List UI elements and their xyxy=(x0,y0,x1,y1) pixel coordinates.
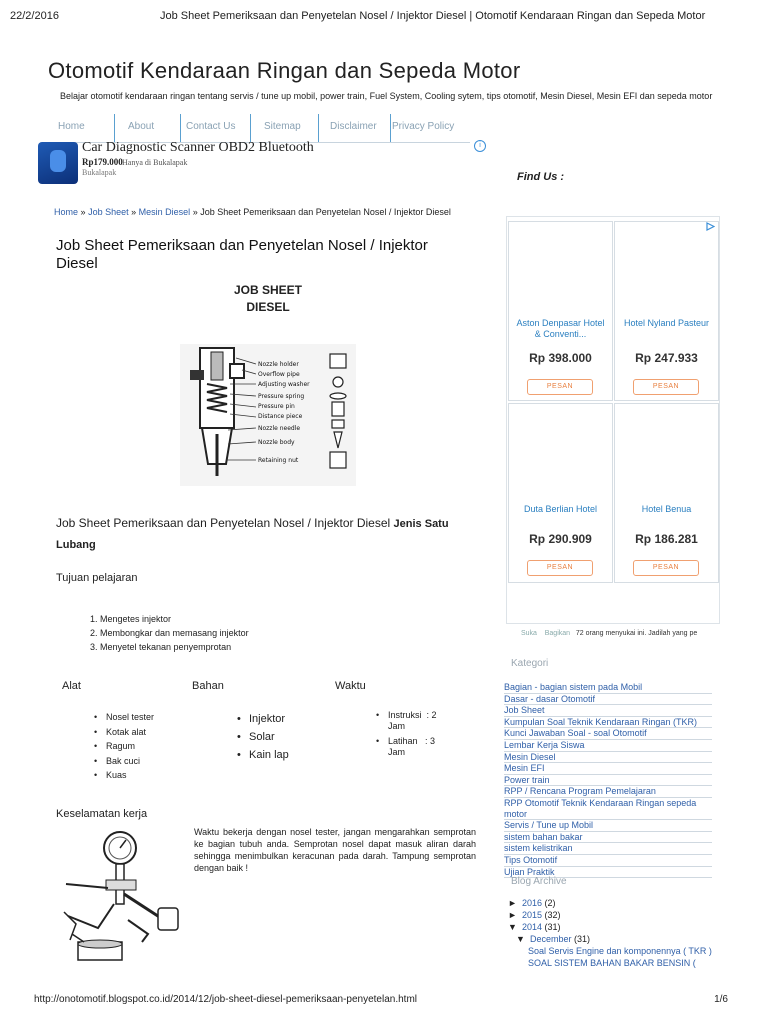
category-link[interactable]: Mesin EFI xyxy=(504,763,712,775)
hotel-price: Rp 398.000 xyxy=(529,351,592,365)
nav-contact[interactable]: Contact Us xyxy=(186,121,236,132)
subheading-text: Job Sheet Pemeriksaan dan Penyetelan Nosel / Injektor Diesel xyxy=(56,516,391,530)
hotel-ad-grid xyxy=(506,216,720,624)
tujuan-list xyxy=(90,612,249,654)
hotel-name[interactable]: Aston Denpasar Hotel & Conventi... xyxy=(516,318,605,339)
category-link[interactable]: Kunci Jawaban Soal - soal Otomotif xyxy=(504,728,712,740)
list-item: • Ragum xyxy=(106,739,154,754)
nav-divider xyxy=(180,114,181,142)
list-item: 3. Menyetel tekanan penyemprotan xyxy=(90,642,232,652)
kategori-heading: Kategori xyxy=(511,658,549,669)
breadcrumb xyxy=(54,207,451,217)
subheading-suffix: Jenis Satu Lubang xyxy=(56,518,449,551)
diagram-label: Overflow pipe xyxy=(258,371,300,378)
archive-year-link[interactable]: 2014 xyxy=(522,922,543,932)
hotel-name[interactable]: Duta Berlian Hotel xyxy=(523,504,598,514)
archive-count: (31) xyxy=(544,922,561,932)
nav-privacy-policy[interactable]: Privacy Policy xyxy=(392,121,455,132)
list-item: • Kotak alat xyxy=(106,725,154,740)
like-button[interactable]: Suka xyxy=(521,630,537,637)
nav-sitemap[interactable]: Sitemap xyxy=(264,121,301,132)
blog-description: Belajar otomotif kendaraan ringan tentang servis / tune up mobil, power train, Fuel System, Cooling sytem, tips otomotif, Mesin Diesel, Mesin EFI dan sepeda motor xyxy=(60,91,713,101)
job-sheet-heading: JOB SHEET xyxy=(233,283,302,297)
diagram-label: Pressure pin xyxy=(258,403,295,410)
list-item: • Kuas xyxy=(106,768,154,783)
archive-heading: Blog Archive xyxy=(511,876,567,887)
nav-home[interactable]: Home xyxy=(58,121,85,132)
archive-count: (31) xyxy=(574,934,591,944)
book-button[interactable]: PESAN xyxy=(527,560,593,576)
expand-toggle-icon[interactable]: ► xyxy=(508,910,517,920)
category-link[interactable]: Servis / Tune up Mobil xyxy=(504,820,712,832)
category-link[interactable]: RPP / Rencana Program Pemelajaran xyxy=(504,786,712,798)
print-url: http://onotomotif.blogspot.co.id/2014/12/job-sheet-diesel-pemeriksaan-penyetelan.html xyxy=(34,994,418,1005)
ad-price: Rp179.000 xyxy=(82,157,123,167)
waktu-list xyxy=(388,710,437,758)
category-link[interactable]: Job Sheet xyxy=(504,705,712,717)
list-item: • Bak cuci xyxy=(106,754,154,769)
category-link[interactable]: Mesin Diesel xyxy=(504,752,712,764)
hotel-price: Rp 290.909 xyxy=(529,532,592,546)
category-list xyxy=(504,682,712,878)
category-link[interactable]: Lembar Kerja Siswa xyxy=(504,740,712,752)
alat-label: Alat xyxy=(62,680,81,692)
alat-list xyxy=(106,710,154,783)
collapse-toggle-icon[interactable]: ▼ xyxy=(508,922,517,932)
keselamatan-label: Keselamatan kerja xyxy=(56,808,148,820)
archive-year-link[interactable]: 2015 xyxy=(522,910,543,920)
diagram-label: Nozzle holder xyxy=(258,361,299,368)
breadcrumb-job-sheet[interactable]: Job Sheet xyxy=(88,207,129,217)
category-link[interactable]: sistem bahan bakar xyxy=(504,832,712,844)
breadcrumb-current: Job Sheet Pemeriksaan dan Penyetelan Nosel / Injektor Diesel xyxy=(200,207,451,217)
product-ad[interactable] xyxy=(38,140,486,188)
blog-title[interactable]: Otomotif Kendaraan Ringan dan Sepeda Motor xyxy=(48,58,521,83)
category-link[interactable]: sistem kelistrikan xyxy=(504,843,712,855)
ad-title[interactable]: Car Diagnostic Scanner OBD2 Bluetooth xyxy=(82,140,314,155)
archive-month[interactable] xyxy=(508,933,718,945)
keselamatan-text: Waktu bekerja dengan nosel tester, jangan mengarahkan semprotan ke bagian tubuh anda. Semprotan nosel dapat masuk aliran darah sehingga menimbulkan keracunan pada darah. Tampung semprotan dengan baik ! xyxy=(194,827,476,873)
post-subheading xyxy=(56,513,486,555)
waktu-item-label: Latihan xyxy=(388,736,418,746)
nav-divider xyxy=(318,114,319,142)
waktu-item-unit: Jam xyxy=(388,747,406,757)
list-item xyxy=(388,710,437,732)
hotel-name[interactable]: Hotel Benua xyxy=(641,504,692,514)
collapse-toggle-icon[interactable]: ▼ xyxy=(516,934,525,944)
waktu-label: Waktu xyxy=(335,680,366,692)
list-item: • Kain lap xyxy=(249,746,289,764)
bahan-list xyxy=(249,710,289,764)
waktu-item-label: Instruksi xyxy=(388,710,422,720)
ad-source: Bukalapak xyxy=(82,168,117,177)
nav-about[interactable]: About xyxy=(128,121,155,132)
hotel-card[interactable] xyxy=(614,403,719,583)
blog-archive xyxy=(508,897,718,969)
product-thumbnail[interactable] xyxy=(38,142,78,184)
list-item xyxy=(388,736,437,758)
nozzle-tester-illustration xyxy=(58,824,186,966)
bahan-label: Bahan xyxy=(192,680,224,692)
category-link[interactable]: Dasar - dasar Otomotif xyxy=(504,694,712,706)
post-title: Job Sheet Pemeriksaan dan Penyetelan Nosel / Injektor Diesel xyxy=(56,237,428,272)
hotel-card[interactable] xyxy=(508,221,613,401)
nav-divider xyxy=(390,114,391,142)
diagram-label: Pressure spring xyxy=(258,393,305,400)
nav-divider xyxy=(250,114,251,142)
breadcrumb-separator: » xyxy=(192,207,198,217)
ad-info-icon[interactable]: i xyxy=(474,140,486,152)
hotel-name[interactable]: Hotel Nyland Pasteur xyxy=(623,318,710,328)
waktu-item-unit: Jam xyxy=(388,721,406,731)
like-count-text: 72 orang menyukai ini. Jadilah yang pe xyxy=(575,630,698,637)
find-us-heading: Find Us : xyxy=(517,171,565,183)
list-item: 2. Membongkar dan memasang injektor xyxy=(90,628,249,638)
book-button[interactable]: PESAN xyxy=(633,560,699,576)
category-link[interactable]: Tips Otomotif xyxy=(504,855,712,867)
archive-year[interactable] xyxy=(508,909,718,921)
breadcrumb-mesin-diesel[interactable]: Mesin Diesel xyxy=(138,207,191,217)
archive-year[interactable] xyxy=(508,921,718,933)
diagram-label: Nozzle needle xyxy=(258,425,301,432)
waktu-item-value: : 2 xyxy=(426,710,437,720)
ad-note: Hanya di Bukalapak xyxy=(122,158,188,167)
list-item: • Solar xyxy=(249,728,289,746)
hotel-card[interactable] xyxy=(508,403,613,583)
category-link[interactable]: Ujian Praktik xyxy=(504,867,712,879)
diagram-label: Retaining nut xyxy=(258,457,299,464)
archive-count: (32) xyxy=(544,910,561,920)
category-link[interactable]: Kumpulan Soal Teknik Kendaraan Ringan (TKR) xyxy=(504,717,712,729)
archive-year[interactable] xyxy=(508,897,718,909)
archive-count: (2) xyxy=(544,898,556,908)
print-page-title: Job Sheet Pemeriksaan dan Penyetelan Nosel / Injektor Diesel | Otomotif Kendaraan Ringan dan Sepeda Motor xyxy=(160,10,706,22)
category-link[interactable]: Bagian - bagian sistem pada Mobil xyxy=(504,682,712,694)
list-item: • Injektor xyxy=(249,710,289,728)
nav-disclaimer[interactable]: Disclaimer xyxy=(330,121,377,132)
diagram-label: Nozzle body xyxy=(258,439,295,446)
share-button[interactable]: Bagikan xyxy=(544,630,571,637)
hotel-price: Rp 247.933 xyxy=(635,351,698,365)
nav-divider xyxy=(114,114,115,142)
breadcrumb-home[interactable]: Home xyxy=(54,207,79,217)
waktu-item-value: : 3 xyxy=(422,736,436,746)
diagram-label: Distance piece xyxy=(258,413,303,420)
archive-post-link[interactable]: Soal Servis Engine dan komponennya ( TKR ) xyxy=(528,946,712,956)
breadcrumb-separator: » xyxy=(80,207,86,217)
archive-post-link[interactable]: SOAL SISTEM BAHAN BAKAR BENSIN ( xyxy=(528,958,696,968)
book-button[interactable]: PESAN xyxy=(527,379,593,395)
list-item: 1. Mengetes injektor xyxy=(90,614,172,624)
archive-month-link[interactable]: December xyxy=(530,934,572,944)
expand-toggle-icon[interactable]: ► xyxy=(508,898,517,908)
top-nav xyxy=(50,114,470,143)
category-link[interactable]: RPP Otomotif Teknik Kendaraan Ringan sepeda motor xyxy=(504,798,712,820)
category-link[interactable]: Power train xyxy=(504,775,712,787)
hotel-card[interactable] xyxy=(614,221,719,401)
diagram-label: Adjusting washer xyxy=(258,381,310,388)
job-sheet-subheading: DIESEL xyxy=(246,300,290,314)
tujuan-label: Tujuan pelajaran xyxy=(56,572,138,584)
book-button[interactable]: PESAN xyxy=(633,379,699,395)
hotel-price: Rp 186.281 xyxy=(635,532,698,546)
facebook-like-bar xyxy=(521,630,697,637)
print-page-number: 1/6 xyxy=(714,994,728,1005)
archive-year-link[interactable]: 2016 xyxy=(522,898,543,908)
list-item: • Nosel tester xyxy=(106,710,154,725)
injector-diagram xyxy=(180,344,356,486)
breadcrumb-separator: » xyxy=(131,207,137,217)
print-date: 22/2/2016 xyxy=(10,10,59,22)
